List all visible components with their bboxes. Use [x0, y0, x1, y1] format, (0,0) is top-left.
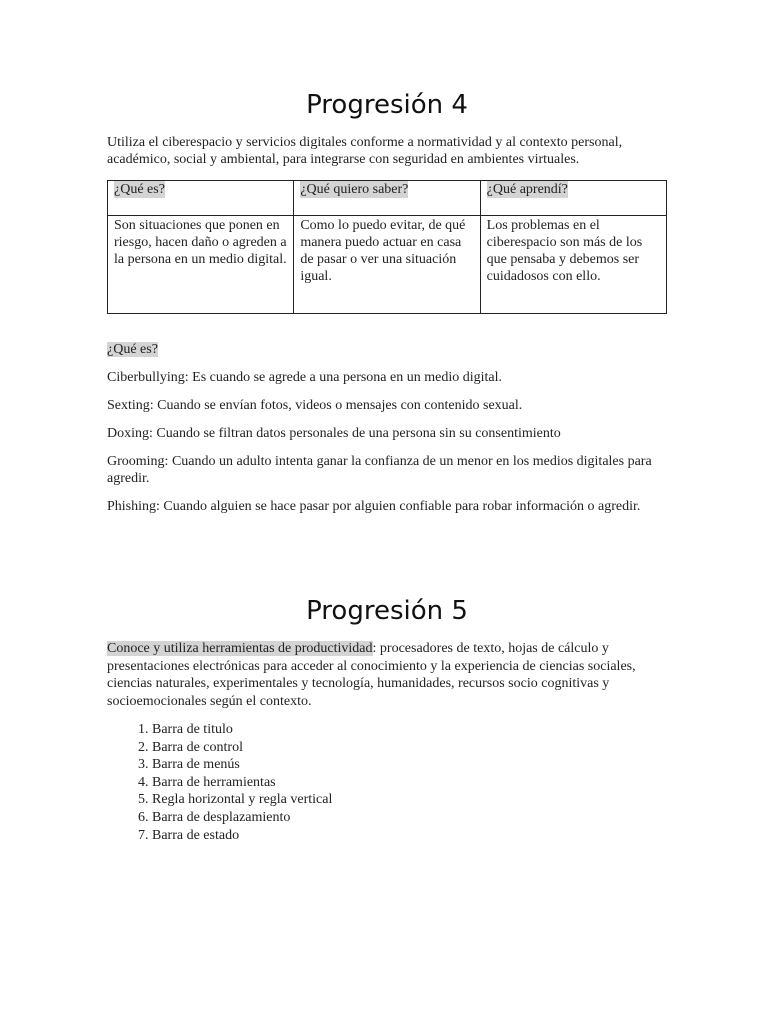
section-2-intro-highlight: Conoce y utiliza herramientas de productividad — [107, 641, 373, 656]
section-title-progresion-4: Progresión 4 — [306, 90, 468, 120]
table-header-cell — [108, 181, 294, 216]
list-item: 1. Barra de titulo — [152, 721, 667, 739]
table-header-row — [108, 181, 667, 216]
list-item: 2. Barra de control — [152, 739, 667, 757]
header-que-quiero-saber: ¿Qué quiero saber? — [300, 182, 409, 197]
que-es-heading — [107, 341, 667, 358]
table-cell-que-es: Son situaciones que ponen en riesgo, hacen daño o agreden a la persona en un medio digital. — [108, 216, 294, 314]
section-2-intro-rest: : procesadores de texto, hojas de cálculo y presentaciones electrónicas para acceder al conocimiento y la experiencia de ciencias sociales, ciencias naturales, experimentales y tecnología, humanidades, recursos socio cognitivas y socioemocionales según el contexto. — [107, 641, 636, 709]
list-item: 5. Regla horizontal y regla vertical — [152, 791, 667, 809]
que-es-label: ¿Qué es? — [107, 342, 158, 357]
definition-ciberbullying: Ciberbullying: Es cuando se agrede a una persona en un medio digital. — [107, 370, 503, 385]
list-item: 7. Barra de estado — [152, 827, 667, 845]
table-cell-que-quiero-saber: Como lo puedo evitar, de qué manera puedo actuar en casa de pasar o ver una situación igual. — [294, 216, 480, 314]
definition-phishing: Phishing: Cuando alguien se hace pasar por alguien confiable para robar información o agredir. — [107, 499, 641, 514]
table-cell-que-aprendi: Los problemas en el ciberespacio son más de los que pensaba y debemos ser cuidadosos con ello. — [480, 216, 666, 314]
toolbar-elements-list — [107, 721, 667, 844]
table-header-cell — [294, 181, 480, 216]
definition-doxing: Doxing: Cuando se filtran datos personales de una persona sin su consentimiento — [107, 426, 561, 441]
kwl-table — [107, 180, 667, 314]
list-item: 6. Barra de desplazamiento — [152, 809, 667, 827]
list-item: 3. Barra de menús — [152, 756, 667, 774]
definition-sexting: Sexting: Cuando se envían fotos, videos o mensajes con contenido sexual. — [107, 398, 523, 413]
table-header-cell — [480, 181, 666, 216]
table-row — [108, 216, 667, 314]
section-2-intro — [107, 640, 667, 710]
section-title-progresion-5: Progresión 5 — [306, 596, 468, 626]
list-item: 4. Barra de herramientas — [152, 774, 667, 792]
header-que-es: ¿Qué es? — [114, 182, 165, 197]
section-1-intro: Utiliza el ciberespacio y servicios digitales conforme a normatividad y al contexto personal, académico, social y ambiental, para integrarse con seguridad en ambientes virtuales. — [107, 135, 623, 167]
definition-grooming: Grooming: Cuando un adulto intenta ganar la confianza de un menor en los medios digitales para agredir. — [107, 454, 652, 486]
header-que-aprendi: ¿Qué aprendí? — [486, 182, 568, 197]
